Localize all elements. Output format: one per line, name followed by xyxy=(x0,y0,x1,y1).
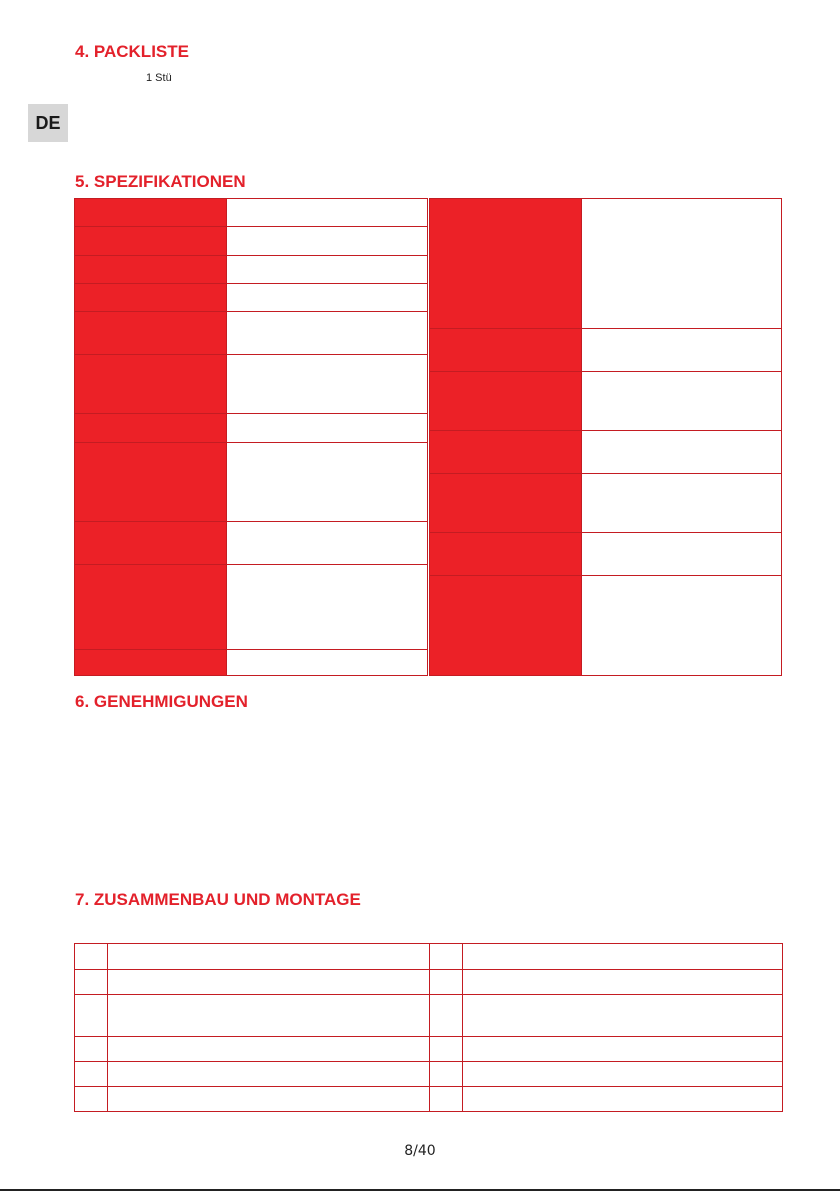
spec-label-cell xyxy=(429,575,582,676)
assembly-number-cell xyxy=(430,944,463,970)
spec-value-cell xyxy=(226,311,428,355)
assembly-number-cell xyxy=(430,1087,463,1112)
spec-value-cell xyxy=(226,255,428,284)
assembly-number-cell xyxy=(75,1062,108,1087)
assembly-table-row xyxy=(75,1037,783,1062)
assembly-number-cell xyxy=(430,1037,463,1062)
section-heading-assembly: 7. ZUSAMMENBAU UND MONTAGE xyxy=(75,890,361,909)
spec-value-cell xyxy=(581,328,782,372)
assembly-description-cell xyxy=(108,1062,430,1087)
assembly-description-cell xyxy=(463,1037,783,1062)
spec-label-cell xyxy=(74,311,227,355)
spec-label-cell xyxy=(74,564,227,650)
assembly-table-row xyxy=(75,944,783,970)
page-bottom-rule xyxy=(0,1189,840,1191)
assembly-description-cell xyxy=(108,995,430,1037)
assembly-description-cell xyxy=(463,1087,783,1112)
assembly-number-cell xyxy=(75,1037,108,1062)
section-heading-specifications: 5. SPEZIFIKATIONEN xyxy=(75,172,246,191)
spec-value-cell xyxy=(226,413,428,443)
spec-label-cell xyxy=(429,430,582,474)
packing-list-item: 1 Stü xyxy=(146,72,172,84)
spec-label-cell xyxy=(74,354,227,414)
language-tab: DE xyxy=(28,104,68,142)
assembly-table xyxy=(74,943,783,1112)
spec-label-cell xyxy=(74,226,227,256)
assembly-number-cell xyxy=(430,1062,463,1087)
spec-label-cell xyxy=(429,371,582,431)
spec-value-cell xyxy=(581,575,782,676)
spec-label-cell xyxy=(74,255,227,284)
assembly-number-cell xyxy=(75,944,108,970)
spec-value-cell xyxy=(581,430,782,474)
spec-value-cell xyxy=(226,226,428,256)
assembly-table-row xyxy=(75,995,783,1037)
assembly-table-row xyxy=(75,1062,783,1087)
spec-value-cell xyxy=(581,198,782,329)
spec-value-cell xyxy=(226,198,428,227)
spec-label-cell xyxy=(429,328,582,372)
section-heading-approvals: 6. GENEHMIGUNGEN xyxy=(75,692,248,711)
spec-label-cell xyxy=(429,473,582,533)
spec-value-cell xyxy=(581,532,782,576)
assembly-table-row xyxy=(75,970,783,995)
spec-value-cell xyxy=(226,649,428,676)
assembly-description-cell xyxy=(108,1037,430,1062)
page-number: 8/40 xyxy=(404,1143,436,1159)
spec-label-cell xyxy=(74,413,227,443)
spec-label-cell xyxy=(74,283,227,312)
assembly-description-cell xyxy=(463,1062,783,1087)
assembly-description-cell xyxy=(463,970,783,995)
assembly-number-cell xyxy=(75,995,108,1037)
spec-value-cell xyxy=(226,521,428,565)
spec-value-cell xyxy=(226,283,428,312)
spec-label-cell xyxy=(429,532,582,576)
assembly-description-cell xyxy=(463,995,783,1037)
assembly-description-cell xyxy=(108,944,430,970)
section-heading-packing-list: 4. PACKLISTE xyxy=(75,42,189,61)
assembly-number-cell xyxy=(430,970,463,995)
spec-label-cell xyxy=(74,649,227,676)
spec-label-cell xyxy=(429,198,582,329)
assembly-table-row xyxy=(75,1087,783,1112)
assembly-number-cell xyxy=(75,1087,108,1112)
spec-value-cell xyxy=(226,564,428,650)
spec-value-cell xyxy=(581,473,782,533)
assembly-number-cell xyxy=(75,970,108,995)
spec-label-cell xyxy=(74,198,227,227)
spec-label-cell xyxy=(74,521,227,565)
spec-value-cell xyxy=(581,371,782,431)
spec-value-cell xyxy=(226,354,428,414)
assembly-description-cell xyxy=(463,944,783,970)
spec-value-cell xyxy=(226,442,428,522)
assembly-number-cell xyxy=(430,995,463,1037)
spec-label-cell xyxy=(74,442,227,522)
assembly-description-cell xyxy=(108,1087,430,1112)
assembly-description-cell xyxy=(108,970,430,995)
